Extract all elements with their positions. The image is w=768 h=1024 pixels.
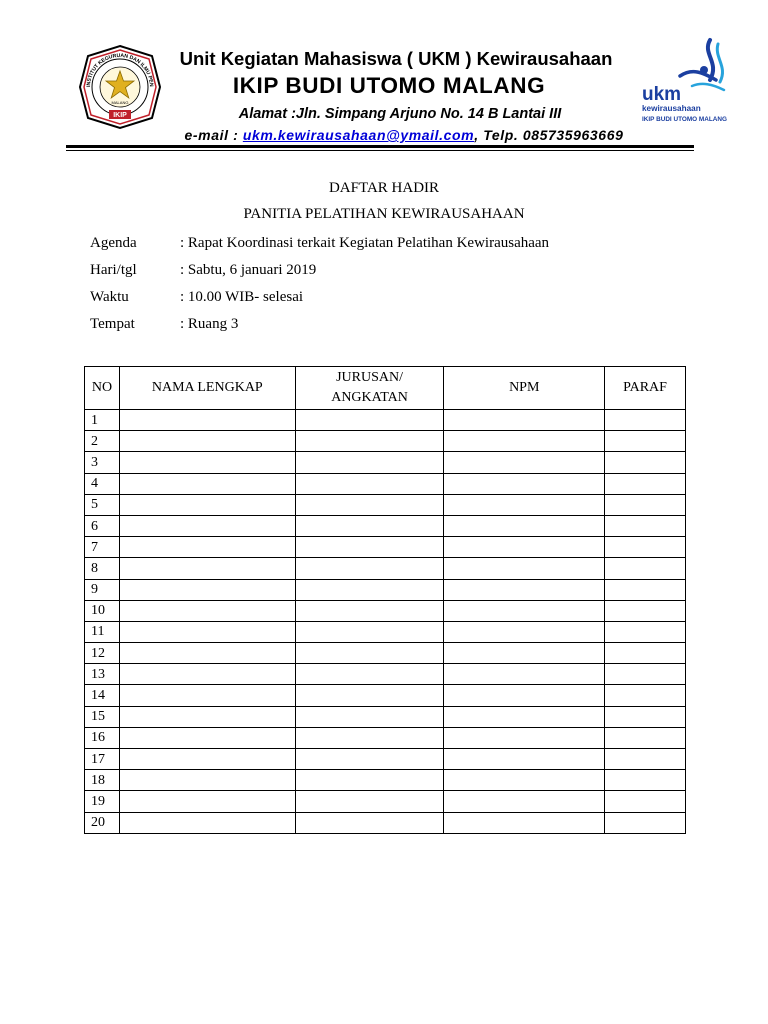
row-number: 13 — [85, 664, 120, 685]
name-cell[interactable] — [119, 558, 295, 579]
row-number: 3 — [85, 452, 120, 473]
info-value: : Sabtu, 6 januari 2019 — [180, 262, 317, 278]
table-row — [85, 431, 686, 452]
major-cell[interactable] — [295, 473, 444, 494]
info-row-date — [90, 261, 549, 288]
seal-badge-text: IKIP — [113, 112, 127, 120]
npm-cell[interactable] — [444, 727, 605, 748]
info-value: : Ruang 3 — [180, 316, 239, 332]
institution-name: IKIP BUDI UTOMO MALANG — [232, 73, 546, 98]
table-row — [85, 515, 686, 536]
row-number: 9 — [85, 579, 120, 600]
info-label: Tempat — [90, 316, 135, 332]
table-row — [85, 643, 686, 664]
major-cell[interactable] — [295, 812, 444, 833]
signature-cell[interactable] — [605, 431, 686, 452]
name-cell[interactable] — [119, 664, 295, 685]
npm-cell[interactable] — [444, 685, 605, 706]
header-no: NO — [85, 367, 120, 410]
ukm-wordmark: ukm — [642, 84, 682, 105]
signature-cell[interactable] — [605, 494, 686, 515]
signature-cell[interactable] — [605, 473, 686, 494]
table-row — [85, 537, 686, 558]
name-cell[interactable] — [119, 706, 295, 727]
signature-cell[interactable] — [605, 515, 686, 536]
signature-cell[interactable] — [605, 706, 686, 727]
table-row — [85, 452, 686, 473]
address-line: Alamat :Jln. Simpang Arjuno No. 14 B Lantai III — [238, 106, 562, 122]
table-row — [85, 770, 686, 791]
seal-bottom-text: MALANG — [111, 100, 129, 105]
table-row — [85, 558, 686, 579]
header-divider-thick — [66, 145, 694, 148]
name-cell[interactable] — [119, 727, 295, 748]
table-header-row — [85, 367, 686, 410]
signature-cell[interactable] — [605, 643, 686, 664]
header-nama: NAMA LENGKAP — [119, 367, 295, 410]
header-paraf: PARAF — [605, 367, 686, 410]
name-cell[interactable] — [119, 579, 295, 600]
signature-cell[interactable] — [605, 600, 686, 621]
row-number: 19 — [85, 791, 120, 812]
major-cell[interactable] — [295, 643, 444, 664]
row-number: 2 — [85, 431, 120, 452]
contact-line — [158, 125, 650, 145]
npm-cell[interactable] — [444, 558, 605, 579]
name-cell[interactable] — [119, 431, 295, 452]
row-number: 1 — [85, 410, 120, 431]
major-cell[interactable] — [295, 727, 444, 748]
name-cell[interactable] — [119, 537, 295, 558]
row-number: 7 — [85, 537, 120, 558]
npm-cell[interactable] — [444, 791, 605, 812]
name-cell[interactable] — [119, 685, 295, 706]
major-cell[interactable] — [295, 600, 444, 621]
header-divider-thin — [66, 150, 694, 151]
signature-cell[interactable] — [605, 770, 686, 791]
signature-cell[interactable] — [605, 452, 686, 473]
row-number: 8 — [85, 558, 120, 579]
table-row — [85, 621, 686, 642]
table-row — [85, 706, 686, 727]
npm-cell[interactable] — [444, 706, 605, 727]
table-row — [85, 494, 686, 515]
signature-cell[interactable] — [605, 749, 686, 770]
row-number: 18 — [85, 770, 120, 791]
table-row — [85, 685, 686, 706]
row-number: 14 — [85, 685, 120, 706]
major-cell[interactable] — [295, 621, 444, 642]
row-number: 5 — [85, 494, 120, 515]
npm-cell[interactable] — [444, 664, 605, 685]
npm-cell[interactable] — [444, 410, 605, 431]
major-cell[interactable] — [295, 579, 444, 600]
row-number: 6 — [85, 515, 120, 536]
name-cell[interactable] — [119, 791, 295, 812]
major-cell[interactable] — [295, 685, 444, 706]
name-cell[interactable] — [119, 621, 295, 642]
letterhead-text — [150, 46, 650, 145]
npm-cell[interactable] — [444, 643, 605, 664]
signature-cell[interactable] — [605, 685, 686, 706]
major-cell[interactable] — [295, 537, 444, 558]
signature-cell[interactable] — [605, 791, 686, 812]
document-subtitle: PANITIA PELATIHAN KEWIRAUSAHAAN — [243, 206, 525, 222]
npm-cell[interactable] — [444, 749, 605, 770]
major-cell[interactable] — [295, 515, 444, 536]
table-row — [85, 410, 686, 431]
major-cell[interactable] — [295, 494, 444, 515]
document-title: DAFTAR HADIR — [328, 180, 440, 196]
email-prefix: e-mail : — [184, 127, 243, 143]
table-row — [85, 727, 686, 748]
major-cell[interactable] — [295, 749, 444, 770]
table-row — [85, 600, 686, 621]
swimmer-icon — [680, 40, 724, 90]
table-row — [85, 473, 686, 494]
info-row-agenda — [90, 234, 549, 261]
name-cell[interactable] — [119, 515, 295, 536]
npm-cell[interactable] — [444, 473, 605, 494]
name-cell[interactable] — [119, 770, 295, 791]
signature-cell[interactable] — [605, 537, 686, 558]
name-cell[interactable] — [119, 410, 295, 431]
name-cell[interactable] — [119, 452, 295, 473]
name-cell[interactable] — [119, 600, 295, 621]
table-row — [85, 664, 686, 685]
row-number: 11 — [85, 621, 120, 642]
row-number: 15 — [85, 706, 120, 727]
signature-cell[interactable] — [605, 579, 686, 600]
info-row-time — [90, 288, 549, 315]
major-cell[interactable] — [295, 452, 444, 473]
npm-cell[interactable] — [444, 812, 605, 833]
name-cell[interactable] — [119, 473, 295, 494]
major-cell[interactable] — [295, 431, 444, 452]
npm-cell[interactable] — [444, 515, 605, 536]
info-value: : Rapat Koordinasi terkait Kegiatan Pelatihan Kewirausahaan — [180, 235, 550, 251]
npm-cell[interactable] — [444, 579, 605, 600]
major-cell[interactable] — [295, 558, 444, 579]
email-link[interactable]: ukm.kewirausahaan@ymail.com — [242, 127, 475, 143]
org-name: Unit Kegiatan Mahasiswa ( UKM ) Kewirausahaan — [179, 48, 613, 69]
signature-cell[interactable] — [605, 727, 686, 748]
signature-cell[interactable] — [605, 410, 686, 431]
info-label: Agenda — [90, 235, 137, 251]
table-row — [85, 812, 686, 833]
npm-cell[interactable] — [444, 600, 605, 621]
table-body — [85, 410, 686, 834]
major-cell[interactable] — [295, 410, 444, 431]
name-cell[interactable] — [119, 812, 295, 833]
row-number: 10 — [85, 600, 120, 621]
row-number: 16 — [85, 727, 120, 748]
major-cell[interactable] — [295, 791, 444, 812]
info-row-place — [90, 315, 549, 342]
npm-cell[interactable] — [444, 770, 605, 791]
name-cell[interactable] — [119, 494, 295, 515]
seal-ring-text: INSTITUT KEGURUAN DAN ILMU PEN — [85, 52, 155, 88]
table-row — [85, 749, 686, 770]
header-jurusan-line1: JURUSAN/ — [336, 370, 403, 385]
signature-cell[interactable] — [605, 558, 686, 579]
ukm-subtitle: kewirausahaan — [642, 104, 701, 113]
row-number: 4 — [85, 473, 120, 494]
name-cell[interactable] — [119, 643, 295, 664]
npm-cell[interactable] — [444, 452, 605, 473]
name-cell[interactable] — [119, 749, 295, 770]
npm-cell[interactable] — [444, 431, 605, 452]
info-label: Waktu — [90, 289, 129, 305]
attendance-table — [84, 366, 686, 834]
major-cell[interactable] — [295, 770, 444, 791]
ukm-campus: IKIP BUDI UTOMO MALANG — [642, 116, 727, 123]
signature-cell[interactable] — [605, 812, 686, 833]
signature-cell[interactable] — [605, 664, 686, 685]
table-row — [85, 791, 686, 812]
row-number: 17 — [85, 749, 120, 770]
header-npm: NPM — [444, 367, 605, 410]
table-row — [85, 579, 686, 600]
npm-cell[interactable] — [444, 537, 605, 558]
info-value: : 10.00 WIB- selesai — [180, 289, 304, 305]
npm-cell[interactable] — [444, 621, 605, 642]
signature-cell[interactable] — [605, 621, 686, 642]
header-jurusan — [295, 367, 444, 410]
major-cell[interactable] — [295, 706, 444, 727]
row-number: 20 — [85, 812, 120, 833]
header-jurusan-line2: ANGKATAN — [331, 390, 408, 405]
ukm-logo — [640, 36, 736, 128]
npm-cell[interactable] — [444, 494, 605, 515]
info-label: Hari/tgl — [90, 262, 137, 278]
phone-text: , Telp. 085735963669 — [474, 127, 624, 143]
meeting-info — [90, 234, 549, 342]
major-cell[interactable] — [295, 664, 444, 685]
row-number: 12 — [85, 643, 120, 664]
